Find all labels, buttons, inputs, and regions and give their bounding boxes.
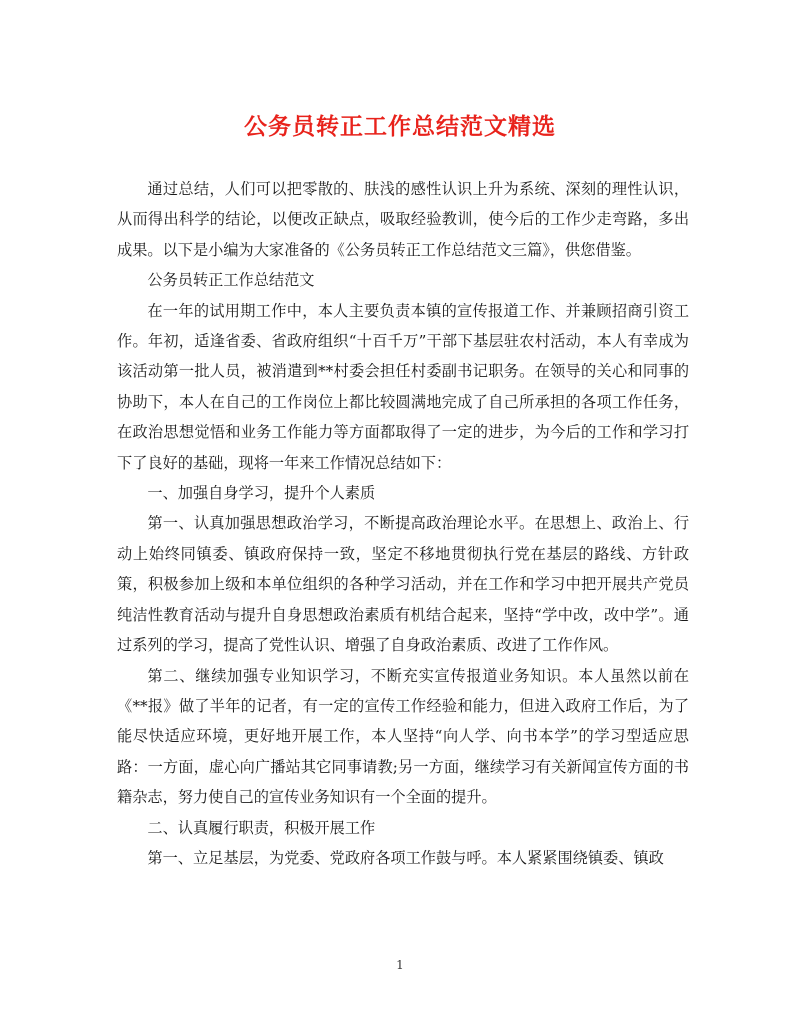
document-title: 公务员转正工作总结范文精选 [244,113,556,140]
section-subtitle: 公务员转正工作总结范文 [147,271,315,290]
document-body [117,174,689,873]
body-paragraph: 第一、立足基层，为党委、党政府各项工作鼓与呼。本人紧紧围绕镇委、镇政 [147,848,664,867]
body-paragraph: 在一年的试用期工作中，本人主要负责本镇的宣传报道工作、并兼顾招商引资工作。年初，适逢省委、省政府组织“十百千万”干部下基层驻农村活动，本人有幸成为该活动第一批人员，被消遣到**村委会担任村委副书记职务。在领导的关心和同事的协助下，本人在自己的工作岗位上都比较圆满地完成了自己所承担的各项工作任务，在政治思想觉悟和业务工作能力等方面都取得了一定的进步，为今后的工作和学习打下了良好的基础，现将一年来工作情况总结如下： [117,301,689,472]
section-heading: 一、加强自身学习，提升个人素质 [147,484,376,503]
body-paragraph: 第二、继续加强专业知识学习，不断充实宣传报道业务知识。本人虽然以前在《**报》做了半年的记者，有一定的宣传工作经验和能力，但进入政府工作后，为了能尽快适应环境，更好地开展工作，本人坚持“向人学、向书本学”的学习型适应思路：一方面，虚心向广播站其它同事请教;另一方面，继续学习有关新闻宣传方面的书籍杂志，努力使自己的宣传业务知识有一个全面的提升。 [117,666,689,807]
body-paragraph: 第一、认真加强思想政治学习，不断提高政治理论水平。在思想上、政治上、行动上始终同镇委、镇政府保持一致，坚定不移地贯彻执行党在基层的路线、方针政策，积极参加上级和本单位组织的各种学习活动，并在工作和学习中把开展共产党员纯洁性教育活动与提升自身思想政治素质有机结合起来，坚持“学中改，改中学”。通过系列的学习，提高了党性认识、增强了自身政治素质、改进了工作作风。 [117,514,689,655]
page-number: 1 [396,958,404,972]
section-heading: 二、认真履行职责，积极开展工作 [147,818,376,837]
intro-paragraph: 通过总结，人们可以把零散的、肤浅的感性认识上升为系统、深刻的理性认识，从而得出科学的结论，以便改正缺点，吸取经验教训，使今后的工作少走弯路，多出成果。以下是小编为大家准备的《公务员转正工作总结范文三篇》，供您借鉴。 [117,180,689,259]
